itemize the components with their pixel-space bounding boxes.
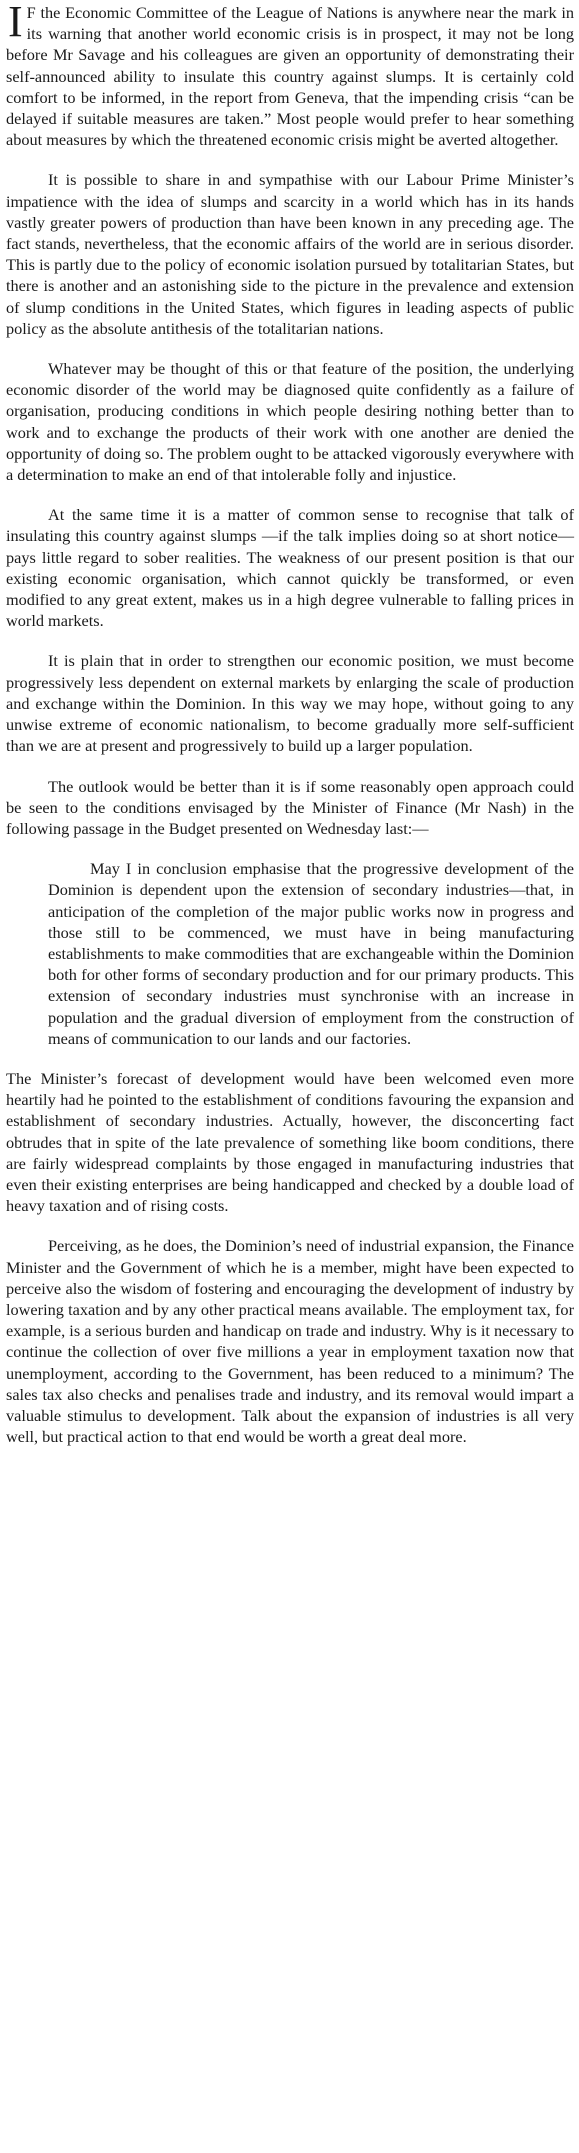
paragraph-1-text: F the Economic Committee of the League of Nations is anywhere near the mark in its warning that another world economic crisis is in prospect, it may not be long before Mr Savage and his colleagues are given an opportunity of demonstrating their self-announced ability to insulate this country against slumps. It is certainly cold comfort to be informed, in the report from Geneva, that the impending crisis “can be delayed if suitable measures are taken.” Most people would prefer to hear something about measures by which the threatened economic crisis might be averted altogether.	[6, 3, 574, 150]
article-paragraph-1	[6, 2, 574, 150]
editorial-article	[6, 0, 574, 1466]
budget-quotation: May I in conclusion emphasise that the progressive development of the Dominion is dependent upon the extension of secondary industries—that, in anticipation of the completion of the major public works now in progress and those still to be commenced, we must have in being manufacturing establishments to make commodities that are exchangeable within the Dominion both for other forms of secondary production and for our primary products. This extension of secondary industries must synchronise with an increase in population and the gradual diversion of employment from the construction of means of communication to our lands and our factories.	[48, 859, 574, 1048]
article-paragraph-8: Perceiving, as he does, the Dominion’s need of industrial expansion, the Finance Minister and the Government of which he is a member, might have been expected to perceive also the wisdom of fostering and encouraging the development of industry by lowering taxation and by any other practical means available. The employment tax, for example, is a serious burden and handicap on trade and industry. Why is it necessary to continue the collection of over five millions a year in employment taxation now that unemployment, according to the Government, has been reduced to a minimum? The sales tax also checks and penalises trade and industry, and its removal would impart a valuable stimulus to development. Talk about the expansion of industries is all very well, but practical action to that end would be worth a great deal more.	[6, 1236, 574, 1447]
article-paragraph-4: At the same time it is a matter of common sense to recognise that talk of insulating this country against slumps —if the talk implies doing so at short notice—pays little regard to sober realities. The weakness of our present position is that our existing economic organisation, which cannot quickly be transformed, or even modified to any great extent, makes us in a high degree vulnerable to falling prices in world markets.	[6, 505, 574, 631]
article-paragraph-3: Whatever may be thought of this or that feature of the position, the underlying economic disorder of the world may be diagnosed quite confidently as a failure of organisation, producing conditions in which people desiring nothing better than to work and to exchange the products of their work with one another are denied the opportunity of doing so. The problem ought to be attacked vigorously everywhere with a determination to make an end of that intolerable folly and injustice.	[6, 359, 574, 485]
article-paragraph-7: The Minister’s forecast of development would have been welcomed even more heartily had he pointed to the establishment of conditions favouring the expansion and establishment of secondary industries. Actually, however, the disconcerting fact obtrudes that in spite of the late prevalence of something like boom conditions, there are fairly widespread complaints by those engaged in manufacturing industries that even their existing enterprises are being handicapped and checked by a double load of heavy taxation and of rising costs.	[6, 1068, 574, 1216]
article-paragraph-6: The outlook would be better than it is if some reasonably open approach could be seen to the conditions envisaged by the Minister of Finance (Mr Nash) in the following passage in the Budget presented on Wednesday last:—	[6, 776, 574, 838]
article-paragraph-2: It is possible to share in and sympathise with our Labour Prime Minister’s impatience with the idea of slumps and scarcity in a world which has in its hands vastly greater powers of production than have been known in any preceding age. The fact stands, nevertheless, that the economic affairs of the world are in serious disorder. This is partly due to the policy of economic isolation pursued by totalitarian States, but there is another and an astonishing side to the picture in the prevalence and extension of slump conditions in the United States, which figures in leading aspects of public policy as the absolute antithesis of the totalitarian nations.	[6, 170, 574, 338]
article-paragraph-5: It is plain that in order to strengthen our economic position, we must become progressively less dependent on external markets by enlarging the scale of production and exchange within the Dominion. In this way we may hope, without going to any unwise extreme of economic nationalism, to become gradually more self-sufficient than we are at present and progressively to build up a larger population.	[6, 651, 574, 756]
drop-cap: I	[8, 0, 23, 46]
